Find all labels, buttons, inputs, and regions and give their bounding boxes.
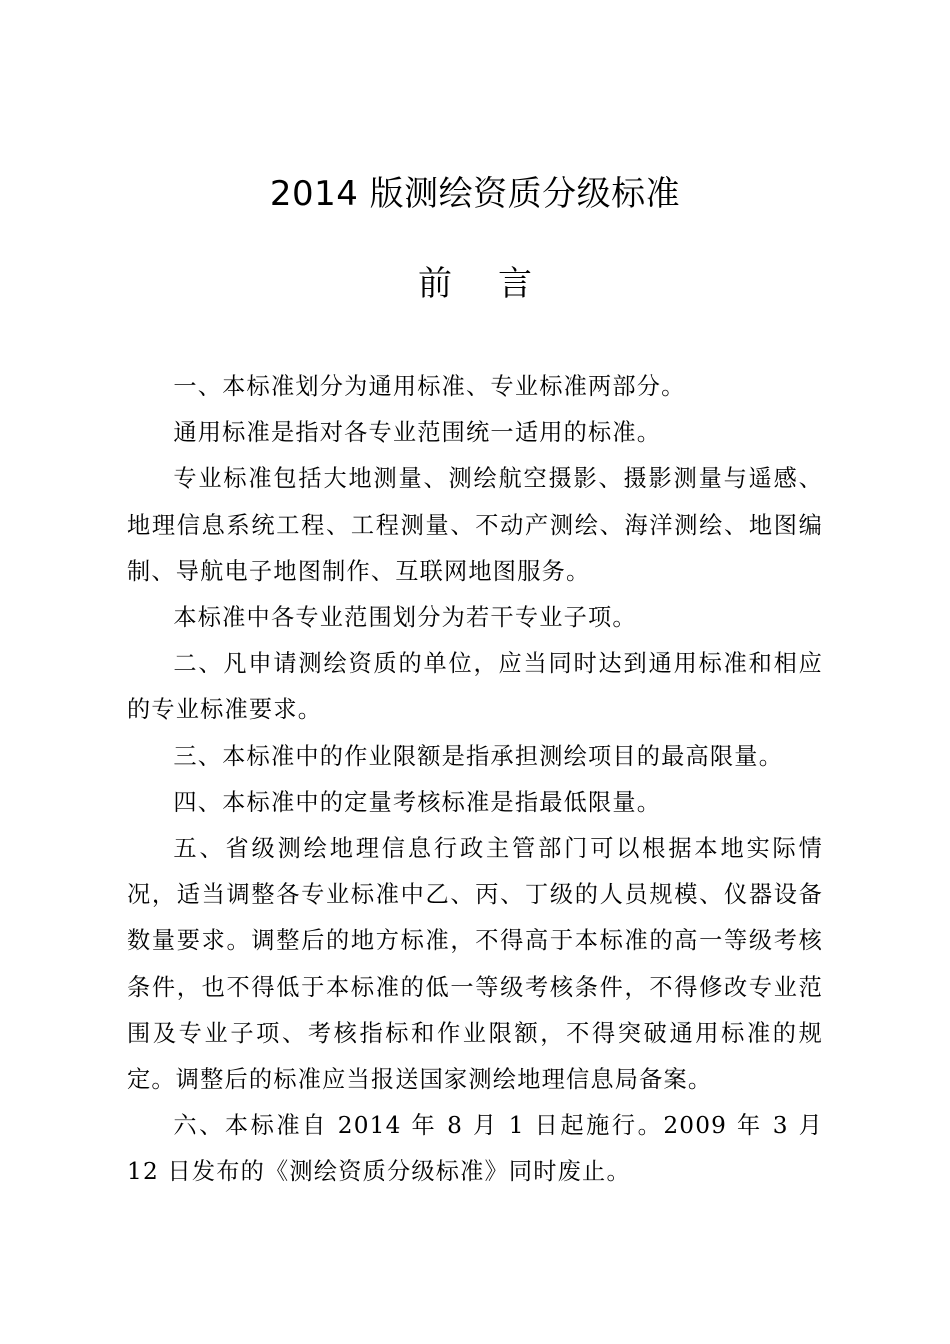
paragraph-3: 专业标准包括大地测量、测绘航空摄影、摄影测量与遥感、地理信息系统工程、工程测量、不动产测绘、海洋测绘、地图编制、导航电子地图制作、互联网地图服务。 (127, 465, 823, 585)
paragraph-7: 四、本标准中的定量考核标准是指最低限量。 (173, 788, 662, 816)
paragraph-2: 通用标准是指对各专业范围统一适用的标准。 (173, 419, 662, 447)
paragraph-9: 六、本标准自 2014 年 8 月 1 日起施行。2009 年 3 月 12 日发布的《测绘资质分级标准》同时废止。 (127, 1112, 823, 1186)
document-title: 2014 版测绘资质分级标准 (269, 174, 681, 214)
preface-heading-char-1: 前 (418, 264, 452, 304)
paragraph-6: 三、本标准中的作业限额是指承担测绘项目的最高限量。 (173, 742, 784, 770)
paragraph-4: 本标准中各专业范围划分为若干专业子项。 (173, 604, 637, 632)
preface-body (127, 364, 823, 1196)
preface-heading (0, 258, 950, 310)
paragraph-8: 五、省级测绘地理信息行政主管部门可以根据本地实际情况，适当调整各专业标准中乙、丙、丁级的人员规模、仪器设备数量要求。调整后的地方标准，不得高于本标准的高一等级考核条件，也不得低于本标准的低一等级考核条件，不得修改专业范围及专业子项、考核指标和作业限额，不得突破通用标准的规定。调整后的标准应当报送国家测绘地理信息局备案。 (127, 835, 823, 1094)
paragraph-1: 一、本标准划分为通用标准、专业标准两部分。 (173, 373, 686, 400)
paragraph-5: 二、凡申请测绘资质的单位，应当同时达到通用标准和相应的专业标准要求。 (127, 650, 823, 724)
preface-heading-char-2: 言 (498, 264, 532, 304)
